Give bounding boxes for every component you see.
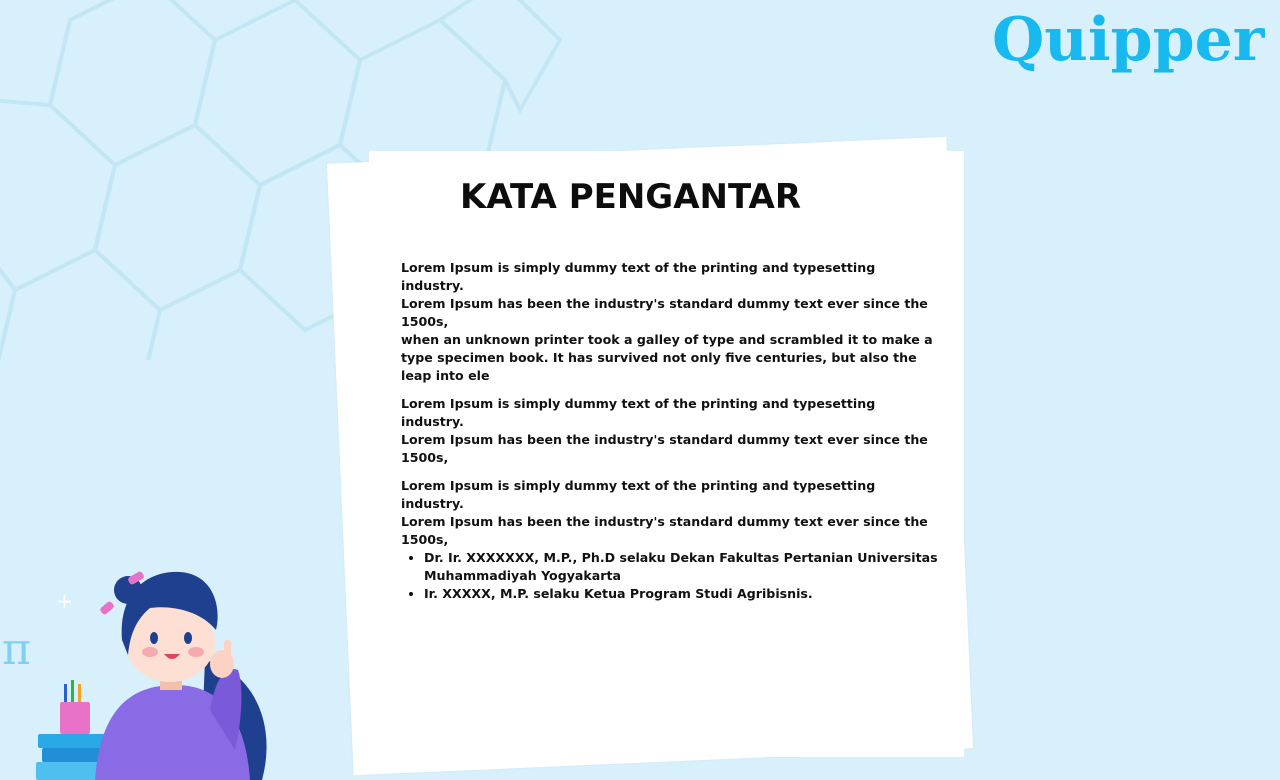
list-item: • Dr. Ir. XXXXXXX, M.P., Ph.D selaku Dekan Fakultas Pertanian Universitas Muhammadiyah Yogyakarta [424,549,941,585]
paragraph: Lorem Ipsum is simply dummy text of the printing and typesetting industry. Lorem Ipsum has been the industry's standard dummy text ever since the 1500s, when an unknown printer took a galley of type and scrambled it to make a type specimen book. It has survived not only five centuries, but also the leap into ele [401,260,933,383]
pi-symbol-icon: π [2,624,31,675]
paragraph: Lorem Ipsum is simply dummy text of the printing and typesetting industry. Lorem Ipsum has been the industry's standard dummy text ever since the 1500s, [401,396,928,465]
pencil-cup-icon [60,680,90,734]
list-item: • Ir. XXXXX, M.P. selaku Ketua Program Studi Agribisnis. [424,585,941,603]
document-page [369,151,964,757]
quipper-logo[interactable]: Quipper [992,5,1265,75]
student-girl-illustration [0,560,300,780]
acknowledgement-list [401,549,941,603]
document-body [401,259,941,603]
document-title: KATA PENGANTAR [459,177,802,217]
paragraph: Lorem Ipsum is simply dummy text of the printing and typesetting industry. Lorem Ipsum has been the industry's standard dummy text ever since the 1500s, [401,478,928,547]
sparkle-icon: + [56,589,73,613]
